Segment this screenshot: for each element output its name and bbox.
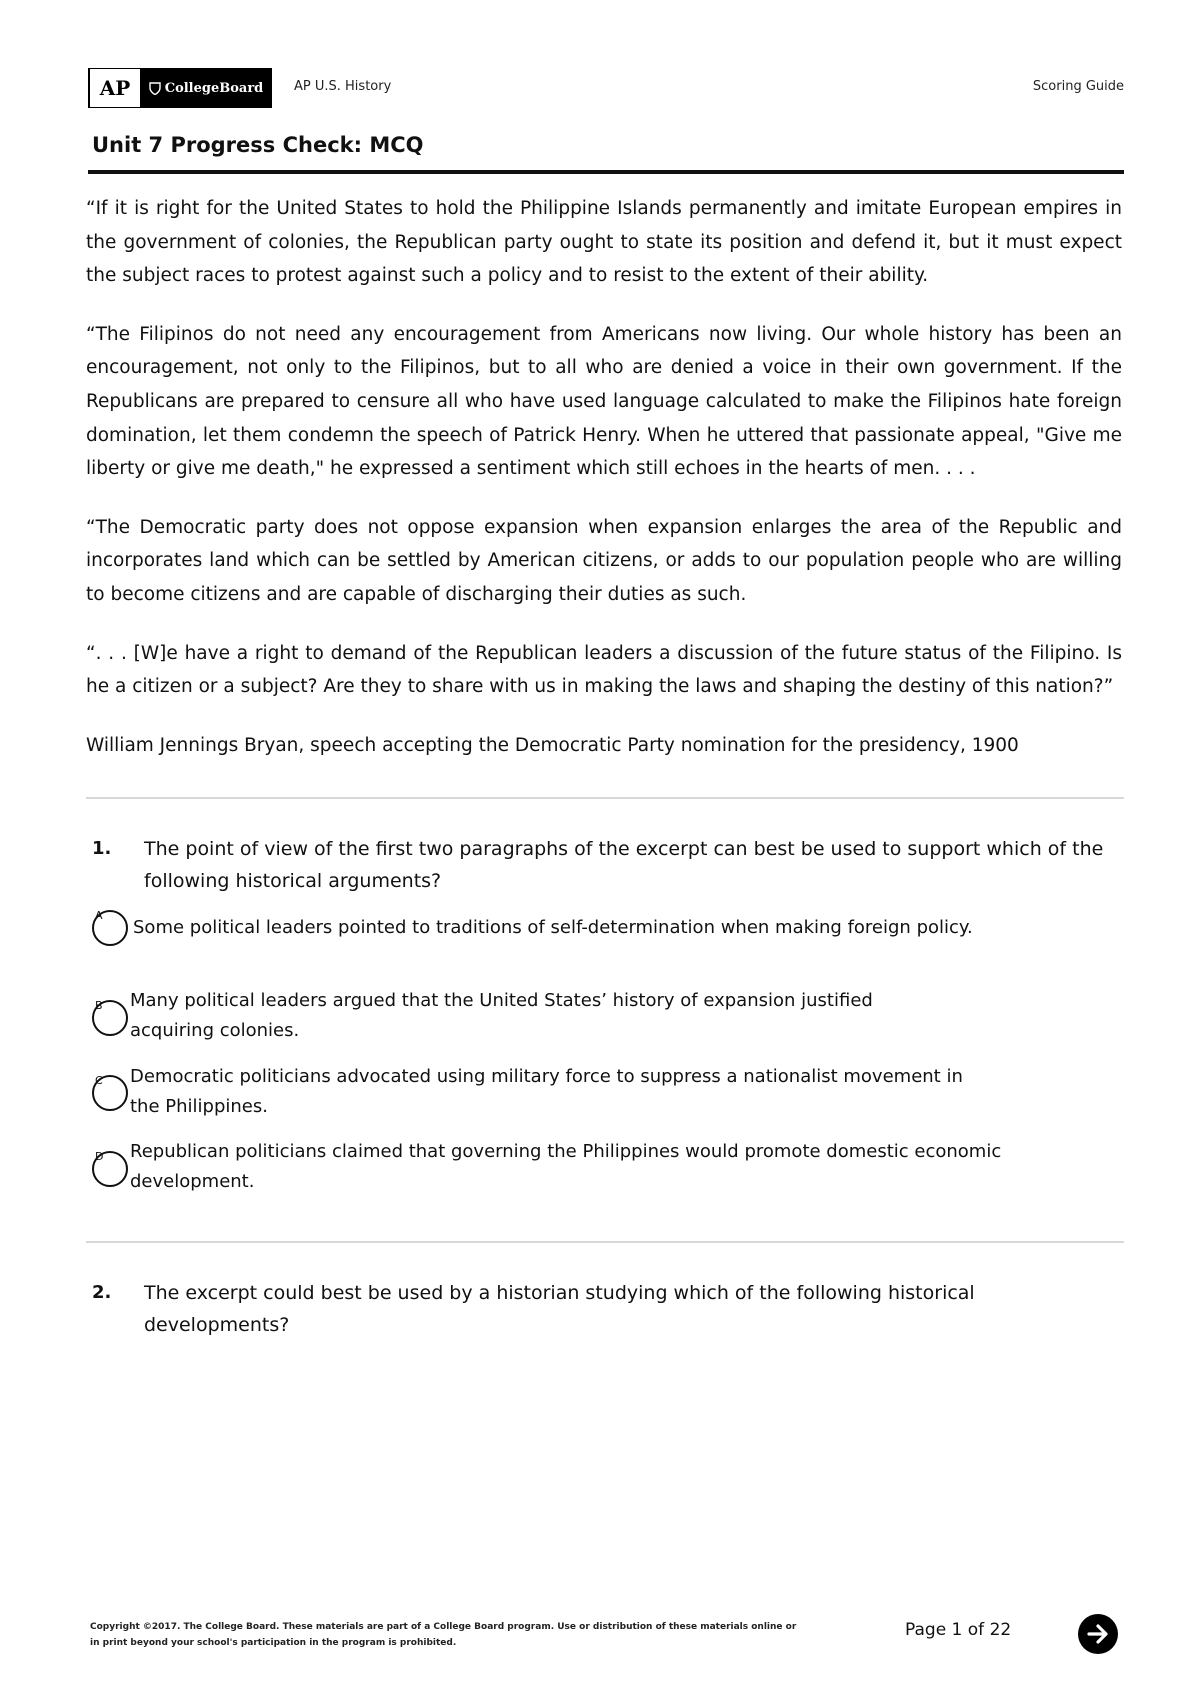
- question-number: 2.: [92, 1282, 112, 1303]
- logo-brand-text: CollegeBoard: [164, 80, 264, 96]
- radio-bubble-b[interactable]: [92, 1000, 128, 1036]
- question-text: The excerpt could best be used by a historian studying which of the following historical developments?: [144, 1282, 975, 1336]
- page-number: Page 1 of 22: [905, 1620, 1012, 1640]
- course-name: AP U.S. History: [294, 79, 392, 94]
- radio-bubble-d[interactable]: [92, 1151, 128, 1187]
- page-title: Unit 7 Progress Check: MCQ: [92, 133, 424, 157]
- choice-text: Democratic politicians advocated using military force to suppress a nationalist movement in the Philippines.: [130, 1066, 963, 1117]
- page-header: [88, 68, 1124, 108]
- radio-bubble-c[interactable]: [92, 1075, 128, 1111]
- passage-paragraph: “. . . [W]e have a right to demand of the Republican leaders a discussion of the future status of the Filipino. Is he a citizen or a subject? Are they to share with us in making the laws and shaping the destiny of this nation?”: [86, 642, 1122, 698]
- section-divider: [86, 1241, 1124, 1243]
- question-number: 1.: [92, 838, 112, 859]
- guide-label: Scoring Guide: [1032, 79, 1124, 94]
- choice-letter: C: [95, 1074, 103, 1087]
- question-text: The point of view of the first two paragraphs of the excerpt can best be used to support which of the following historical arguments?: [144, 838, 1104, 892]
- logo-ap: AP: [90, 69, 140, 107]
- arrow-right-circle-icon: [1085, 1621, 1111, 1647]
- choice-letter: D: [95, 1150, 104, 1163]
- choice-text: Republican politicians claimed that governing the Philippines would promote domestic economic development.: [130, 1141, 1002, 1192]
- passage-paragraph: “The Democratic party does not oppose expansion when expansion enlarges the area of the Republic and incorporates land which can be settled by American citizens, or adds to our population people who are willing to become citizens and are capable of discharging their duties as such.: [86, 516, 1122, 605]
- choice-text: Some political leaders pointed to traditions of self-determination when making foreign policy.: [133, 917, 973, 938]
- copyright-line: Copyright ©2017. The College Board. These materials are part of a College Board program. Use or distribution of these materials online or: [90, 1622, 797, 1632]
- ap-collegeboard-logo: [88, 68, 272, 108]
- choice-text: Many political leaders argued that the United States’ history of expansion justified acquiring colonies.: [130, 990, 873, 1041]
- next-page-button[interactable]: [1078, 1614, 1118, 1654]
- passage-attribution: William Jennings Bryan, speech accepting the Democratic Party nomination for the presidency, 1900: [86, 734, 1019, 756]
- source-passage: [86, 192, 1122, 787]
- section-divider: [86, 797, 1124, 799]
- choice-letter: A: [95, 909, 103, 922]
- title-divider: [88, 170, 1124, 174]
- radio-bubble-a[interactable]: [92, 910, 128, 946]
- copyright-line: in print beyond your school's participation in the program is prohibited.: [90, 1638, 457, 1648]
- logo-collegeboard: [140, 69, 272, 107]
- copyright-notice: [90, 1619, 796, 1651]
- acorn-icon: [149, 82, 161, 95]
- passage-paragraph: “The Filipinos do not need any encouragement from Americans now living. Our whole history has been an encouragement, not only to the Filipinos, but to all who are denied a voice in their own government. If the Republicans are prepared to censure all who have used language calculated to make the Filipinos hate foreign domination, let them condemn the speech of Patrick Henry. When he uttered that passionate appeal, "Give me liberty or give me death," he expressed a sentiment which still echoes in the hearts of men. . . .: [86, 323, 1122, 480]
- passage-paragraph: “If it is right for the United States to hold the Philippine Islands permanently and imitate European empires in the government of colonies, the Republican party ought to state its position and defend it, but it must expect the subject races to protest against such a policy and to resist to the extent of their ability.: [86, 198, 1122, 287]
- choice-letter: B: [95, 999, 103, 1012]
